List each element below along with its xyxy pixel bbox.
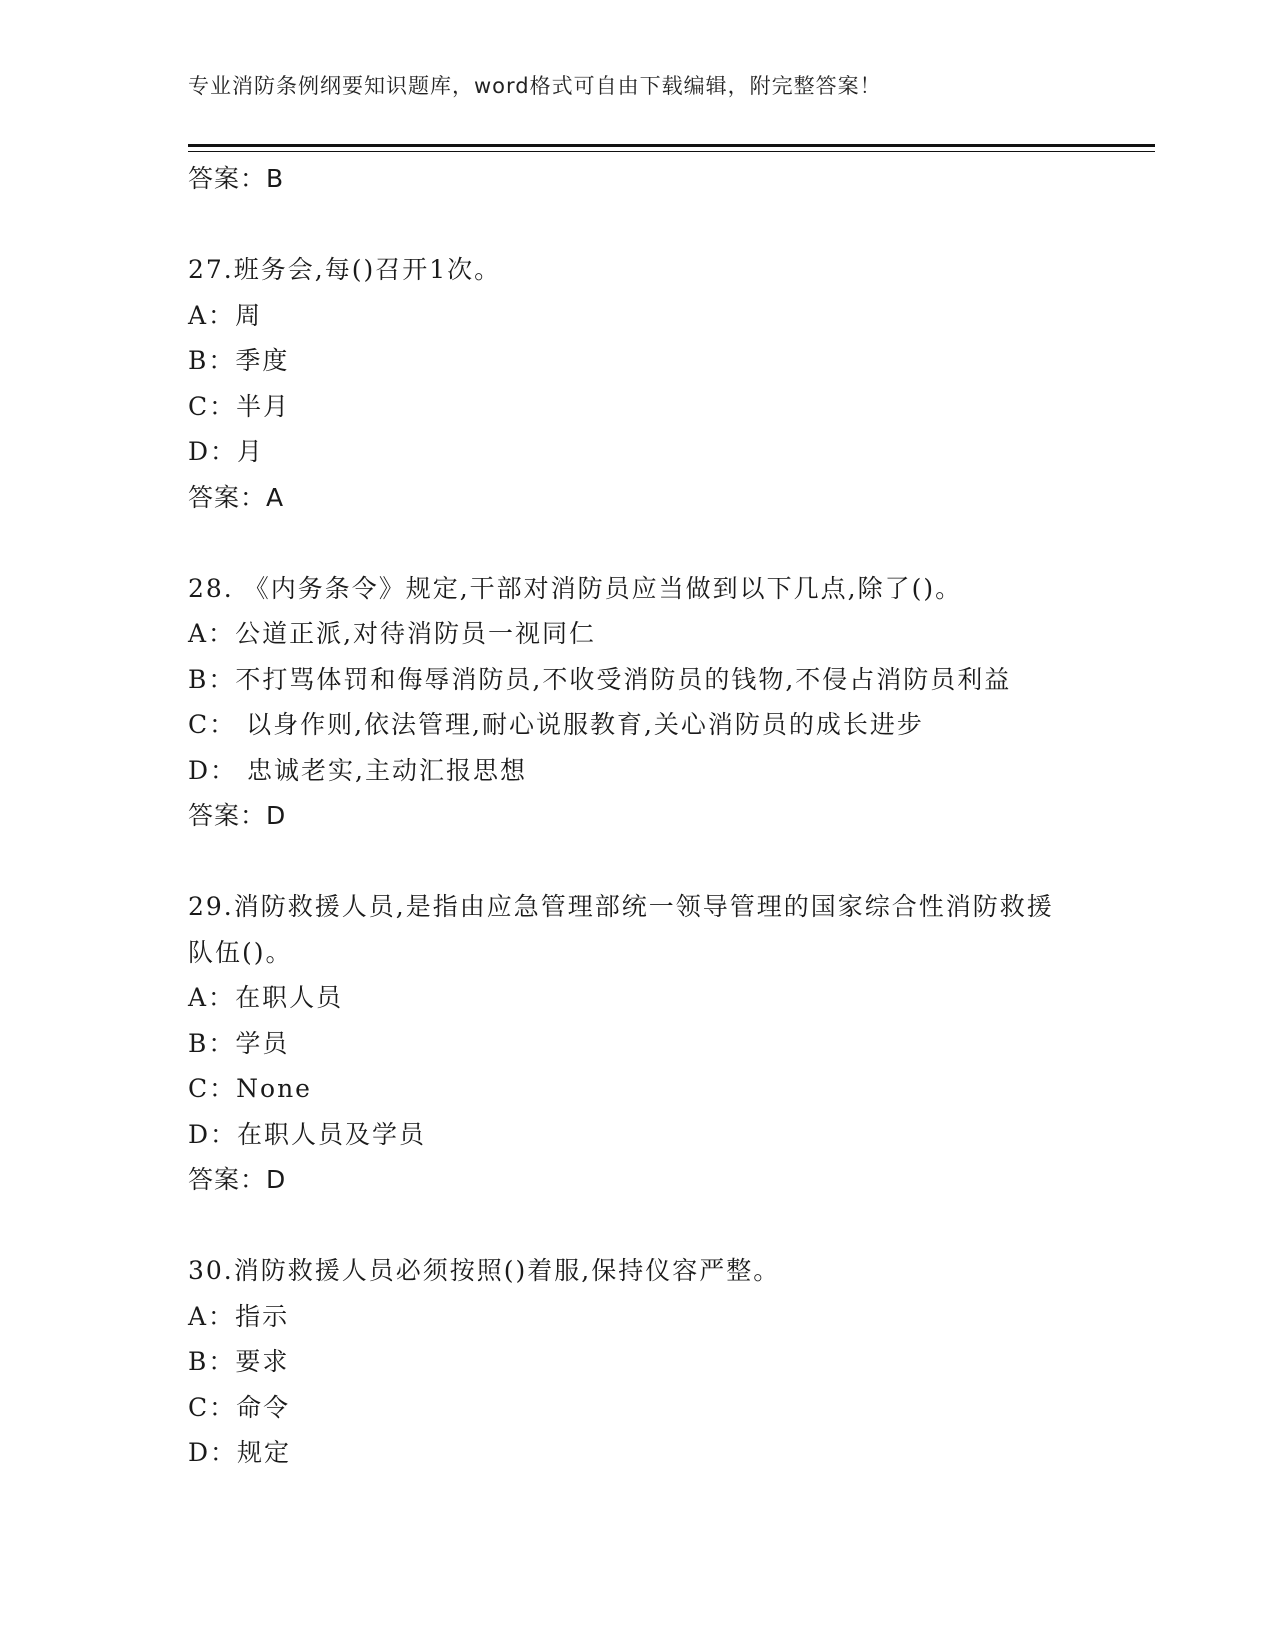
option-b: B：季度 [188, 346, 290, 375]
option-a: A：在职人员 [188, 983, 344, 1012]
option-d: D：月 [188, 437, 265, 466]
answer-line: 答案：D [188, 801, 287, 830]
option-c: C： 以身作则,依法管理,耐心说服教育,关心消防员的成长进步 [188, 710, 924, 739]
question-block [188, 884, 1148, 1203]
option-c: C：命令 [188, 1392, 291, 1422]
answer-line: 答案：D [188, 1165, 287, 1194]
question-text: 27.班务会,每()召开1次。 [188, 255, 502, 284]
question-block [188, 1248, 1148, 1476]
spacer [188, 520, 1148, 566]
page-header: 专业消防条例纲要知识题库，word格式可自由下载编辑，附完整答案！ [188, 74, 882, 98]
question-text: 30.消防救援人员必须按照()着服,保持仪容严整。 [188, 1256, 781, 1285]
answer-line: 答案：B [188, 164, 285, 193]
option-a: A：指示 [188, 1301, 290, 1331]
option-a: A：周 [188, 300, 263, 330]
spacer [188, 839, 1148, 885]
header-divider-thin [188, 151, 1155, 152]
header-divider-thick [188, 144, 1155, 147]
answer-line: 答案：A [188, 482, 285, 512]
option-c: C：半月 [188, 391, 291, 421]
option-c: C：None [188, 1074, 312, 1103]
question-text: 29.消防救援人员,是指由应急管理部统一领导管理的国家综合性消防救援队伍()。 [188, 892, 1054, 967]
option-d: D：规定 [188, 1438, 292, 1467]
option-b: B：不打骂体罚和侮辱消防员,不收受消防员的钱物,不侵占消防员利益 [188, 664, 1012, 694]
question-block [188, 566, 1148, 839]
option-a: A：公道正派,对待消防员一视同仁 [188, 619, 597, 648]
option-b: B：学员 [188, 1028, 290, 1058]
spacer [188, 202, 1148, 248]
option-d: D： 忠诚老实,主动汇报思想 [188, 755, 527, 785]
question-text: 28. 《内务条令》规定,干部对消防员应当做到以下几点,除了()。 [188, 573, 963, 603]
question-list [188, 156, 1148, 1476]
option-d: D：在职人员及学员 [188, 1119, 427, 1149]
question-block [188, 247, 1148, 520]
option-b: B：要求 [188, 1347, 290, 1376]
spacer [188, 1203, 1148, 1249]
